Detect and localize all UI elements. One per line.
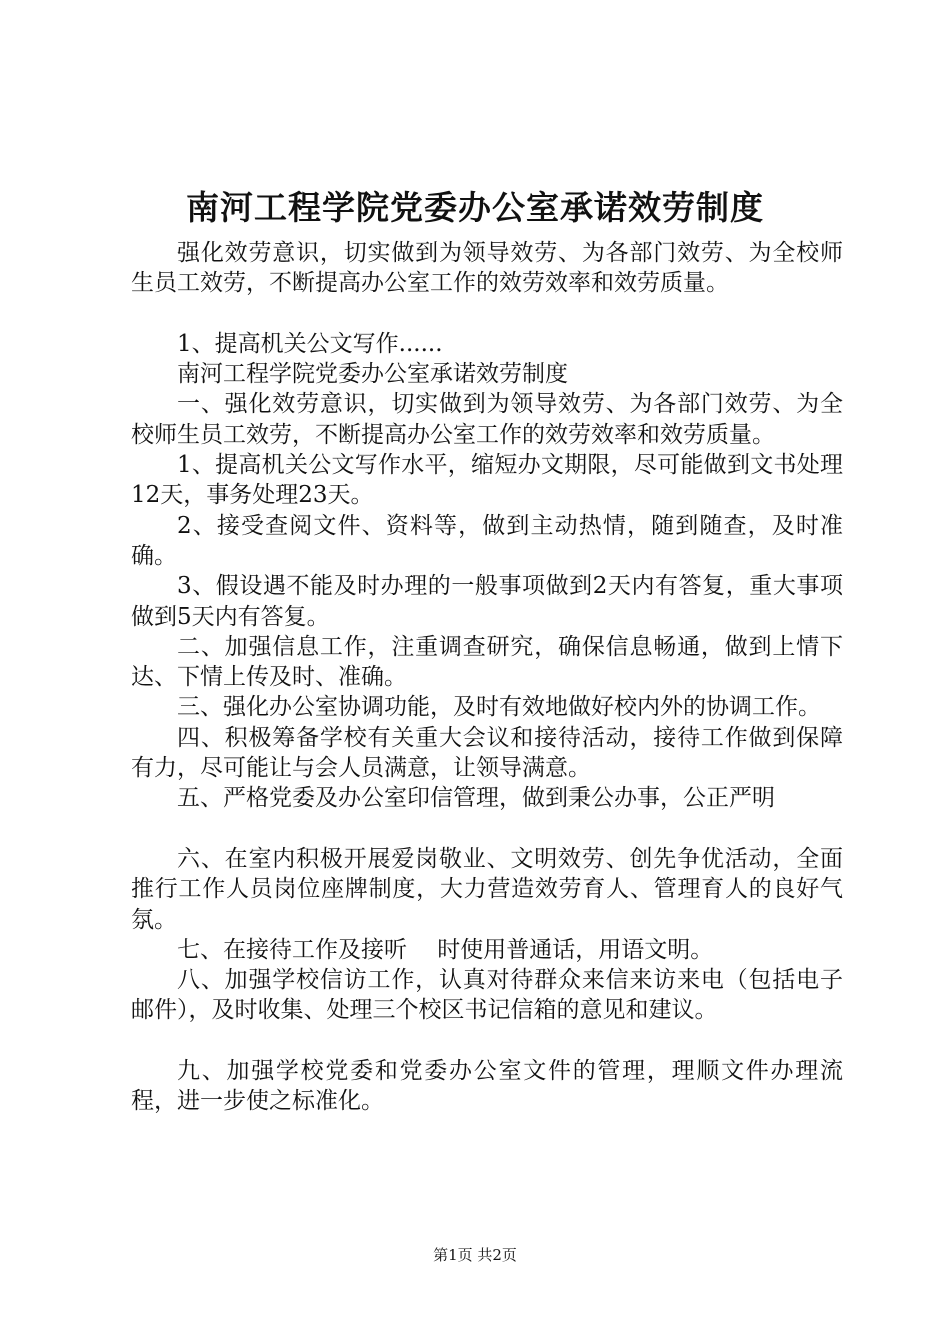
- section-one: 一、强化效劳意识，切实做到为领导效劳、为各部门效劳、为全校师生员工效劳，不断提高办公室工作的效劳效率和效劳质量。: [131, 391, 843, 448]
- section-four: 四、积极筹备学校有关重大会议和接待活动，接待工作做到保障有力，尽可能让与会人员满意，让领导满意。: [131, 724, 843, 782]
- excerpt-line: 1、提高机关公文写作......: [177, 330, 443, 357]
- section-two: 二、加强信息工作，注重调查研究，确保信息畅通，做到上情下达、下情上传及时、准确。: [131, 633, 843, 691]
- page-footer: 第1页 共2页: [433, 1246, 517, 1264]
- section-three: 三、强化办公室协调功能，及时有效地做好校内外的协调工作。: [177, 694, 821, 721]
- item-two: 2、接受查阅文件、资料等，做到主动热情，随到随查，及时准确。: [131, 512, 843, 569]
- document-body: [131, 238, 843, 1117]
- section-eight: 八、加强学校信访工作，认真对待群众来信来访来电（包括电子邮件），及时收集、处理三个校区书记信箱的意见和建议。: [131, 967, 843, 1024]
- paragraph-gap: [131, 814, 843, 844]
- item-three: 3、假设遇不能及时办理的一般事项做到2天内有答复，重大事项做到5天内有答复。: [131, 573, 843, 630]
- section-seven: 七、在接待工作及接听 时使用普通话，用语文明。: [177, 936, 714, 963]
- paragraph-gap: [131, 299, 843, 329]
- document-title: 南河工程学院党委办公室承诺效劳制度: [186, 188, 764, 227]
- intro-paragraph: 强化效劳意识，切实做到为领导效劳、为各部门效劳、为全校师生员工效劳，不断提高办公室工作的效劳效率和效劳质量。: [131, 240, 843, 297]
- section-five: 五、严格党委及办公室印信管理，做到秉公办事，公正严明: [177, 785, 775, 812]
- section-nine: 九、加强学校党委和党委办公室文件的管理，理顺文件办理流程，进一步使之标准化。: [131, 1058, 843, 1115]
- item-one: 1、提高机关公文写作水平，缩短办文期限，尽可能做到文书处理12天，事务处理23天。: [131, 452, 843, 509]
- subtitle-line: 南河工程学院党委办公室承诺效劳制度: [177, 361, 568, 388]
- section-six: 六、在室内积极开展爱岗敬业、文明效劳、创先争优活动，全面推行工作人员岗位座牌制度，大力营造效劳育人、管理育人的良好气氛。: [131, 845, 843, 933]
- paragraph-gap: [131, 1026, 843, 1056]
